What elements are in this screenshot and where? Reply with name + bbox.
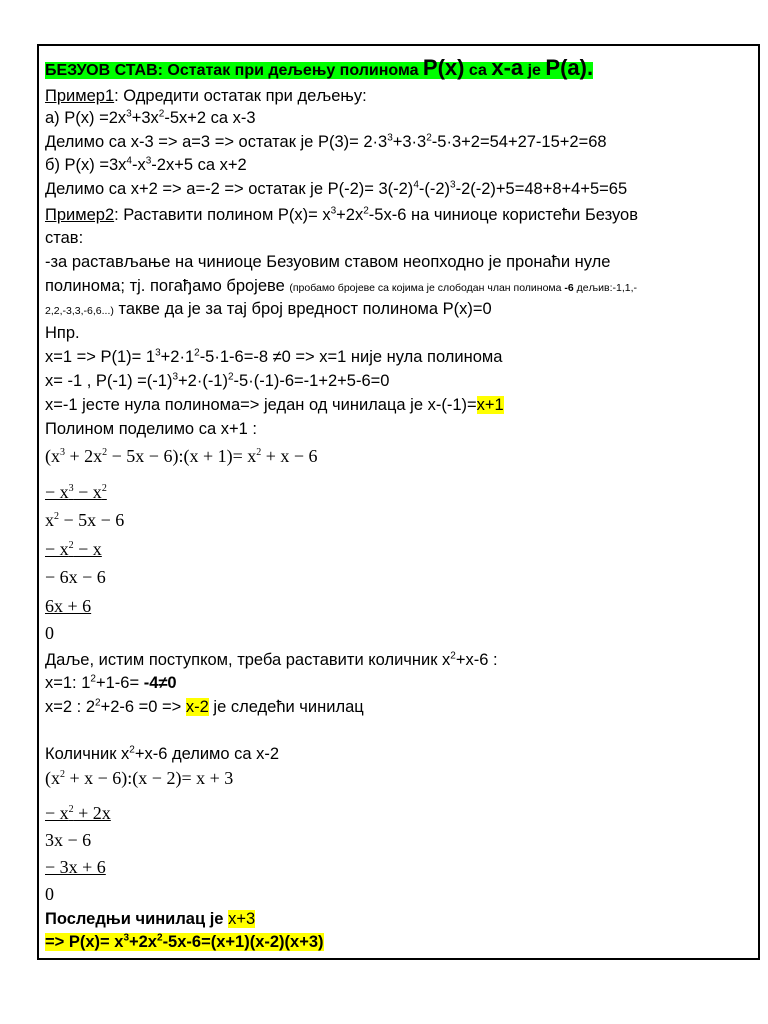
zero-found: [45, 395, 504, 415]
exp: 2: [256, 447, 262, 458]
d1-s1b: − x: [73, 482, 102, 502]
d2-s1b: + 2x: [73, 803, 111, 823]
final-l2b: +2x: [129, 933, 157, 951]
exp: 3: [172, 371, 179, 383]
division1-sub1: [45, 482, 107, 503]
c-l4a: Количник x: [45, 745, 130, 763]
ex2-l3a: 2,2,-3,3,-6,6...): [45, 305, 114, 317]
division2-sub2: − 3x + 6: [45, 857, 106, 877]
example1-a-division: [45, 132, 607, 152]
t1c: -5·1-6=-8 ≠0 => x=1 није нула полинома: [199, 348, 503, 366]
ex1-a-2: +3x: [131, 109, 159, 127]
final-line1: [45, 909, 255, 929]
d1-a: (x: [45, 446, 60, 466]
cont-line1: [45, 650, 498, 670]
d1-r1a: x: [45, 510, 54, 530]
cont-line4: [45, 744, 279, 764]
title-sa: са: [464, 62, 492, 79]
division1-equation: [45, 446, 318, 467]
t1a: x=1 => P(1)= 1: [45, 348, 156, 366]
exp: 2: [90, 673, 96, 685]
example2-heading: [45, 205, 638, 225]
npr-label: Нпр.: [45, 324, 80, 342]
example1-label: Пример1: [45, 87, 115, 105]
d1-r1b: − 5x − 6: [59, 510, 125, 530]
example2-line2: [45, 276, 637, 298]
exp: 2: [363, 205, 369, 217]
ex1-adiv-1: Делимо са x-3 => a=3 => остатак је P(3)= 2·3: [45, 133, 388, 151]
exp: 2: [68, 804, 74, 815]
t1b: +2·1: [160, 348, 195, 366]
exp: 3: [155, 347, 161, 359]
exp: 2: [54, 511, 59, 522]
final-l2a: => P(x)= x: [45, 933, 124, 951]
factor-x-minus-2: x-2: [185, 698, 209, 716]
ex1-adiv-2: +3·3: [392, 133, 427, 151]
ex2-l2c: -6: [564, 282, 574, 294]
exp: 3: [126, 108, 132, 120]
exp: 3: [450, 179, 456, 191]
example2-line1: -за растављање на чиниоце Безуовим ставом неопходно је пронаћи нуле: [45, 253, 611, 271]
division1-sub3: 6x + 6: [45, 596, 92, 616]
example1-b: [45, 155, 247, 175]
d2-a: (x: [45, 768, 60, 788]
division2-rem1: 3x − 6: [45, 830, 92, 850]
cont-line2: [45, 673, 177, 693]
ex1-b-1: б) P(x) =3x: [45, 156, 127, 174]
example1-b-division: [45, 179, 627, 199]
example2-text4: став:: [45, 229, 84, 247]
factor-x-plus-1: x+1: [476, 396, 504, 414]
exp: 2: [102, 447, 108, 458]
exp: 2: [426, 132, 432, 144]
final-highlight: [45, 933, 324, 951]
title-pa: P(a).: [545, 55, 594, 80]
exp: 3: [68, 483, 74, 494]
d2-s1a: − x: [45, 803, 69, 823]
d1-s2a: − x: [45, 539, 69, 559]
ex1-a-3: -5x+2 са x-3: [164, 109, 256, 127]
c-l2c: -4≠0: [143, 674, 177, 692]
ex1-a-1: а) P(x) =2x: [45, 109, 127, 127]
example2-text: : Раставити полином P(x)= x: [114, 206, 331, 224]
title-highlight: [45, 55, 594, 80]
title-px: P(x): [422, 55, 465, 80]
t2b: +2·(-1): [178, 372, 228, 390]
c-l2a: x=1: 1: [45, 674, 91, 692]
t3a: x=-1 јесте нула полинома=> један од чинилаца је x-(-1)=: [45, 396, 477, 414]
c-l3b: +2-6 =0 =>: [100, 698, 186, 716]
example2-label: Пример2: [45, 206, 115, 224]
final-line2: [45, 932, 324, 952]
c-l3a: x=2 : 2: [45, 698, 95, 716]
final-l1a: Последњи чинилац је: [45, 910, 229, 928]
ex2-l2b: (пробамо бројеве са којима је слободан члан полинома: [289, 282, 565, 294]
example1-heading: [45, 86, 367, 106]
title-je: је: [523, 62, 546, 79]
d1-c: − 5x − 6):(x + 1)= x: [107, 446, 257, 466]
ex1-bdiv-3: -2(-2)+5=48+8+4+5=65: [455, 180, 628, 198]
divide-intro: Полином поделимо са x+1 :: [45, 420, 257, 438]
d1-s2b: − x: [73, 539, 102, 559]
division2-sub1: [45, 803, 111, 824]
cont-line3: [45, 697, 364, 717]
ex2-l2a: полинома; тј. погађамо бројеве: [45, 277, 290, 295]
ex1-bdiv-1: Делимо са x+2 => a=-2 => остатак је P(-2)= 3(-2): [45, 180, 414, 198]
exp: 2: [60, 769, 65, 780]
example2-text2: +2x: [336, 206, 364, 224]
try-x1: [45, 347, 502, 367]
example2-line3: [45, 299, 492, 321]
division1-rem2: − 6x − 6: [45, 567, 106, 587]
title-text: БЕЗУОВ СТАВ: Остатак при дељењу полинома: [45, 62, 423, 79]
d2-b: + x − 6):(x − 2)= x + 3: [65, 768, 234, 788]
ex1-b-2: -x: [131, 156, 146, 174]
exp: 2: [450, 650, 456, 662]
division2-rem2: 0: [45, 884, 54, 904]
division2-equation: [45, 768, 233, 789]
example2-text3: -5x-6 на чиниоце користећи Безуов: [368, 206, 638, 224]
exp: 3: [330, 205, 337, 217]
ex2-l2d: дељив:-1,1,-: [573, 282, 638, 294]
t2c: -5·(-1)-6=-1+2+5-6=0: [233, 372, 390, 390]
c-l2b: +1-6=: [95, 674, 144, 692]
exp: 2: [227, 371, 234, 383]
division1-rem3: 0: [45, 623, 54, 643]
exp: 2: [194, 347, 200, 359]
d1-b: + 2x: [65, 446, 103, 466]
example1-a: [45, 108, 256, 128]
c-l1b: +x-6 :: [455, 651, 498, 669]
exp: 3: [387, 132, 393, 144]
exp: 2: [129, 744, 135, 756]
example1-text: : Одредити остатак при дељењу:: [114, 87, 367, 105]
try-xm1: [45, 371, 389, 391]
title-xa: x-a: [491, 55, 524, 80]
d1-d: + x − 6: [261, 446, 318, 466]
ex1-adiv-3: -5·3+2=54+27-15+2=68: [431, 133, 607, 151]
exp: 2: [157, 932, 163, 944]
c-l3d: је следећи чинилац: [208, 698, 364, 716]
ex1-b-3: -2x+5 са x+2: [151, 156, 247, 174]
final-l2c: -5x-6=(x+1)(x-2)(x+3): [162, 933, 324, 951]
exp: 2: [68, 540, 74, 551]
exp: 3: [60, 447, 65, 458]
exp: 4: [126, 155, 132, 167]
title-line: [45, 56, 593, 83]
exp: 3: [123, 932, 129, 944]
ex1-bdiv-2: -(-2): [418, 180, 451, 198]
exp: 2: [95, 697, 101, 709]
exp: 3: [145, 155, 152, 167]
d1-s1a: − x: [45, 482, 69, 502]
exp: 4: [413, 179, 419, 191]
t2a: x= -1 , P(-1) =(-1): [45, 372, 173, 390]
exp: 2: [101, 483, 107, 494]
factor-x-plus-3: x+3: [228, 910, 256, 928]
ex2-l3b: такве да је за тај број вредност полинома P(x)=0: [113, 300, 492, 318]
division1-rem1: [45, 510, 124, 531]
c-l4b: +x-6 делимо са x-2: [134, 745, 280, 763]
exp: 2: [158, 108, 165, 120]
division1-sub2: [45, 539, 102, 560]
c-l1a: Даље, истим поступком, треба раставити количник x: [45, 651, 451, 669]
